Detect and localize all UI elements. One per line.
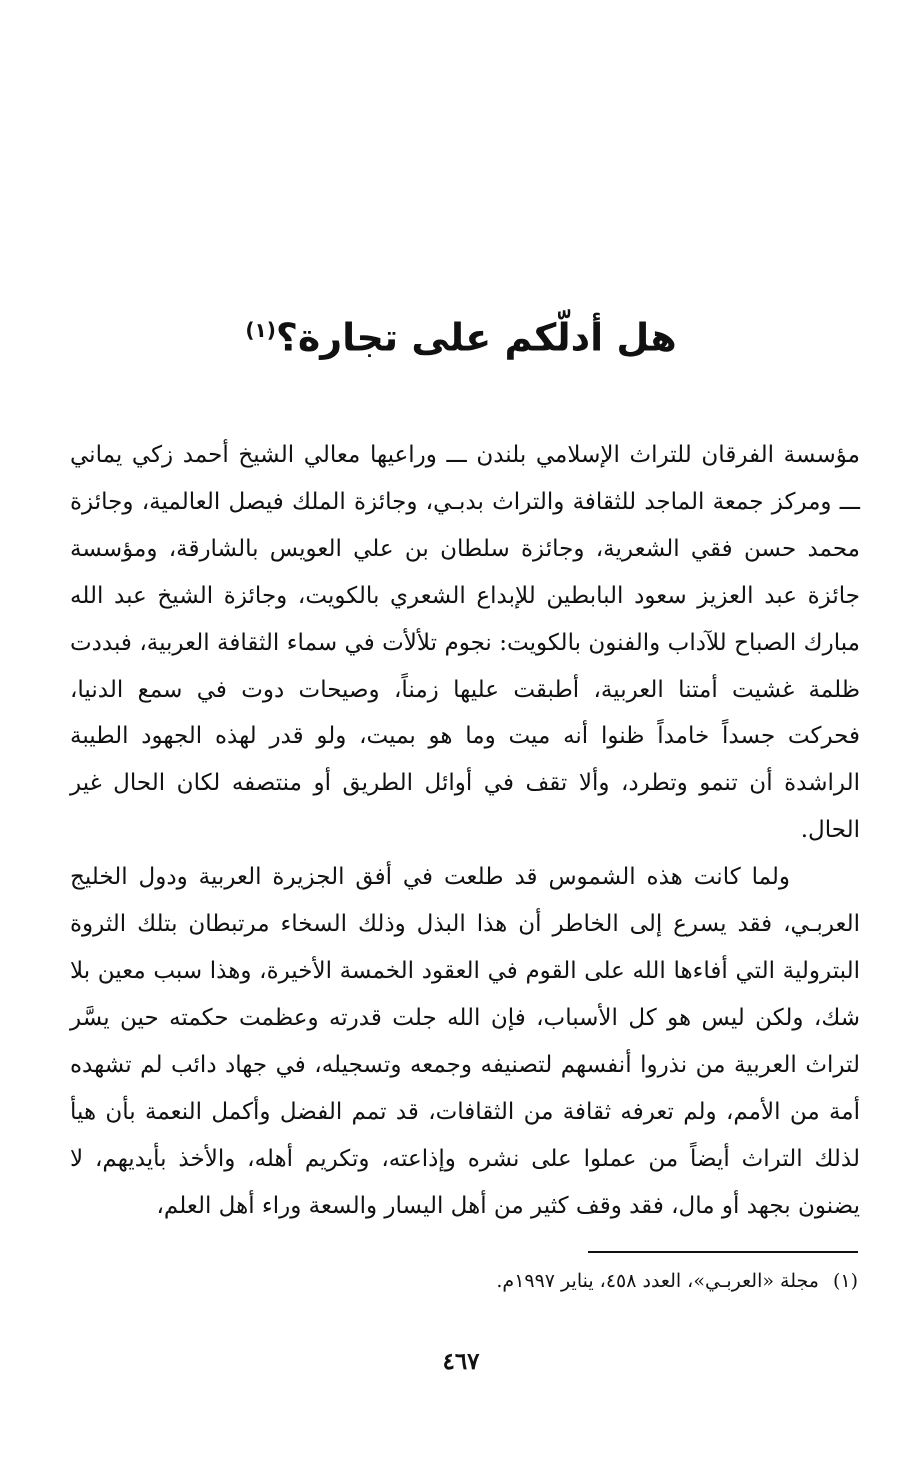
footnote-divider: [588, 1251, 858, 1253]
page-number: ٤٦٧: [442, 1348, 480, 1375]
footnote-text: مجلة «العربـي»، العدد ٤٥٨، يناير ١٩٩٧م.: [496, 1270, 819, 1292]
title-footnote-reference: (١): [245, 318, 276, 342]
footnote: [68, 1266, 858, 1296]
paragraph-1: مؤسسة الفرقان للتراث الإسلامي بلندن ـــ وراعيها معالي الشيخ أحمد زكي يماني ـــ ومركز جمعة الماجد للثقافة والتراث بدبـي، وجائزة الملك فيصل العالمية، وجائزة محمد حسن فقي الشعرية، وجائزة سلطان بن علي العويس بالشارقة، ومؤسسة جائزة عبد العزيز سعود البابطين للإبداع الشعري بالكويت، وجائزة الشيخ عبد الله مبارك الصباح للآداب والفنون بالكويت: نجوم تلألأت في سماء الثقافة العربية، فبددت ظلمة غشيت أمتنا العربية، أطبقت عليها زمناً، وصيحات دوت في سمع الدنيا، فحركت جسداً خامداً ظنوا أنه ميت وما هو بميت، ولو قدر لهذه الجهود الطيبة الراشدة أن تنمو وتطرد، وألا تقف في أوائل الطريق أو منتصفه لكان الحال غير الحال.: [70, 442, 860, 844]
chapter-title-text: هل أدلّكم على تجارة؟: [275, 315, 677, 360]
chapter-title: [0, 300, 922, 368]
paragraph-2: ولما كانت هذه الشموس قد طلعت في أفق الجزيرة العربية ودول الخليج العربـي، فقد يسرع إلى الخاطر أن هذا البذل وذلك السخاء مرتبطان بتلك الثروة البترولية التي أفاءها الله على القوم في العقود الخمسة الأخيرة، وهذا سبب معين بلا شك، ولكن ليس هو كل الأسباب، فإن الله جلت قدرته وعظمت حكمته حين يسَّر لتراث العربية من نذروا أنفسهم لتصنيفه وجمعه وتسجيله، في جهاد دائب لم تشهده أمة من الأمم، ولم تعرفه ثقافة من الثقافات، قد تمم الفضل وأكمل النعمة بأن هيأ لذلك التراث أيضاً من عملوا على نشره وإذاعته، وتكريم أهله، والأخذ بأيديهم، لا يضنون بجهد أو مال، فقد وقف كثير من أهل اليسار والسعة وراء أهل العلم،: [70, 864, 860, 1219]
body-text: [70, 432, 860, 1229]
footnote-marker: (١): [832, 1270, 858, 1292]
